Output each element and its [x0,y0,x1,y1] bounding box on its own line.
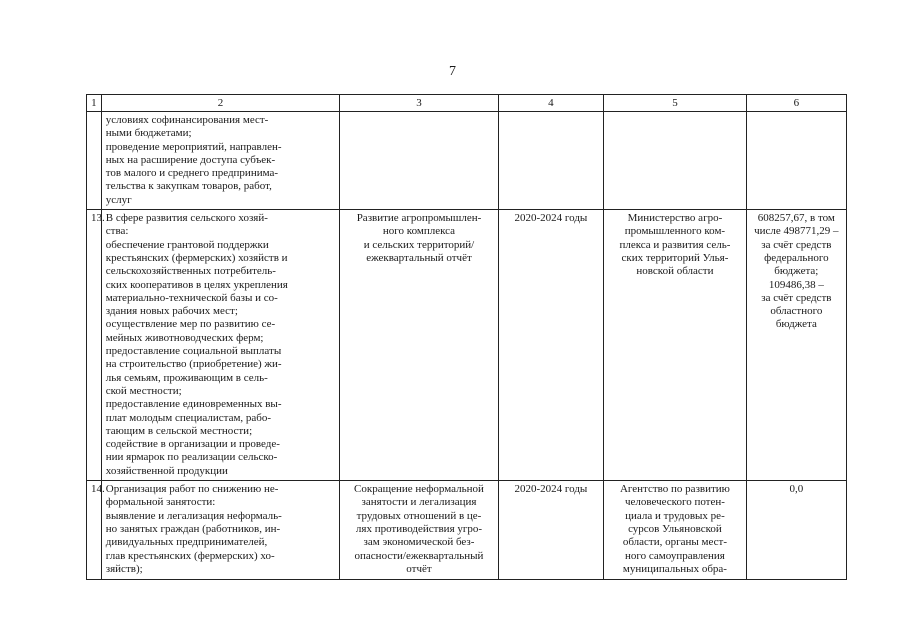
executor-line: циала и трудовых ре- [625,509,725,522]
program-line: ежеквартальный отчёт [366,251,472,264]
executor-line: ного самоуправления [625,549,725,562]
funding-line: бюджета; [774,265,819,278]
executor-line: ских территорий Улья- [621,251,729,264]
measure-line: крестьянских (фермерских) хозяйств и [105,251,288,264]
measure-line: услуг [105,193,132,206]
measures-table [86,94,847,580]
executor-line: плекса и развития сель- [619,238,731,251]
funding-line: 0,0 [789,483,804,496]
period-cell: 2020-2024 годы [498,210,604,481]
measure-line: В сфере развития сельского хозяй- [105,212,268,225]
header-col-2: 2 [101,95,340,112]
program-line: занятости и легализация [361,496,477,509]
table-row [87,481,847,580]
program-line: Сокращение неформальной [354,483,484,496]
measure-line: мейных животноводческих ферм; [105,331,264,344]
measures-cell [101,112,340,210]
measure-line: ных на расширение доступа субъек- [105,153,276,166]
header-col-5: 5 [604,95,747,112]
measure-line: тов малого и среднего предпринима- [105,167,279,180]
executor-cell [604,112,747,210]
measure-line: здания новых рабочих мест; [105,305,238,318]
funding-cell [746,210,846,481]
period-cell: 2020-2024 годы [498,481,604,580]
table-row [87,210,847,481]
measure-line: дивидуальных предпринимателей, [105,536,268,549]
measure-line: условиях софинансирования мест- [105,114,269,126]
executor-line: Агентство по развитию [619,483,730,496]
measure-line: ских кооперативов в целях укрепления [105,278,288,291]
measures-cell [101,210,340,481]
period-cell [498,112,604,210]
measure-line: содействие в организации и проведе- [105,438,280,451]
table-row [87,112,847,210]
measure-line: выявление и легализация неформаль- [105,509,282,522]
measure-line: хозяйственной продукции [105,464,228,477]
table-header-row [87,95,847,112]
executor-line: новской области [636,265,714,278]
measure-line: материально-технической базы и со- [105,291,278,304]
measure-line: осуществление мер по развитию се- [105,318,276,331]
executor-line: человеческого потен- [624,496,725,509]
measure-line: ской местности; [105,384,182,397]
program-line: и сельских территорий/ [363,238,475,251]
measure-line: предоставление единовременных вы- [105,398,282,411]
header-col-6: 6 [746,95,846,112]
measures-cell [101,481,340,580]
funding-line: за счёт средств [761,291,832,304]
executor-line: сурсов Ульяновской [628,522,722,535]
measure-line: ными бюджетами; [105,127,192,140]
funding-line: 608257,67, в том [757,212,835,225]
program-cell [340,112,498,210]
measure-line: плат молодым специалистам, рабо- [105,411,272,424]
funding-cell [746,481,846,580]
measure-line: Организация работ по снижению не- [105,483,279,496]
header-col-3: 3 [340,95,498,112]
measure-line: тельства к закупкам товаров, работ, [105,180,272,193]
executor-line: Министерство агро- [627,212,723,225]
measure-line: тающим в сельской местности; [105,424,253,437]
measure-line: глав крестьянских (фермерских) хо- [105,549,275,562]
funding-line: 109486,38 – [768,278,824,291]
funding-line: за счёт средств [761,238,832,251]
header-col-1: 1 [87,95,102,112]
table-body [87,112,847,580]
program-cell [340,210,498,481]
measure-line: на строительство (приобретение) жи- [105,358,282,371]
row-number: 13. [87,210,102,481]
program-line: трудовых отношений в це- [356,509,482,522]
page-number: 7 [449,64,456,79]
measure-line: ства: [105,225,129,238]
measure-line: зяйств); [105,562,143,575]
funding-line: бюджета [775,318,817,331]
header-col-4: 4 [498,95,604,112]
funding-line: областного [770,305,823,318]
program-cell [340,481,498,580]
measure-line: обеспечение грантовой поддержки [105,238,269,251]
funding-line: числе 498771,29 – [754,225,839,238]
measure-line: но занятых граждан (работников, ин- [105,522,281,535]
measure-line: сельскохозяйственных потребитель- [105,265,276,278]
measure-line: проведение мероприятий, направлен- [105,140,282,153]
measure-line: лья семьям, проживающим в сель- [105,371,268,384]
measure-line: формальной занятости: [105,496,216,509]
program-line: опасности/ежеквартальный [354,549,484,562]
executor-line: муниципальных обра- [622,562,727,575]
executor-cell [604,210,747,481]
executor-line: области, органы мест- [622,536,728,549]
program-line: зам экономической без- [363,536,475,549]
measure-line: предоставление социальной выплаты [105,345,282,358]
row-number: 14. [87,481,102,580]
funding-line: федерального [764,251,829,264]
executor-cell [604,481,747,580]
program-line: лях противодействия угро- [355,522,483,535]
program-line: ного комплекса [382,225,456,238]
funding-cell [746,112,846,210]
program-line: Развитие агропромышлен- [356,212,482,225]
measure-line: нии ярмарок по реализации сельско- [105,451,278,464]
program-line: отчёт [406,562,432,575]
executor-line: промышленного ком- [624,225,726,238]
row-number [87,112,102,210]
